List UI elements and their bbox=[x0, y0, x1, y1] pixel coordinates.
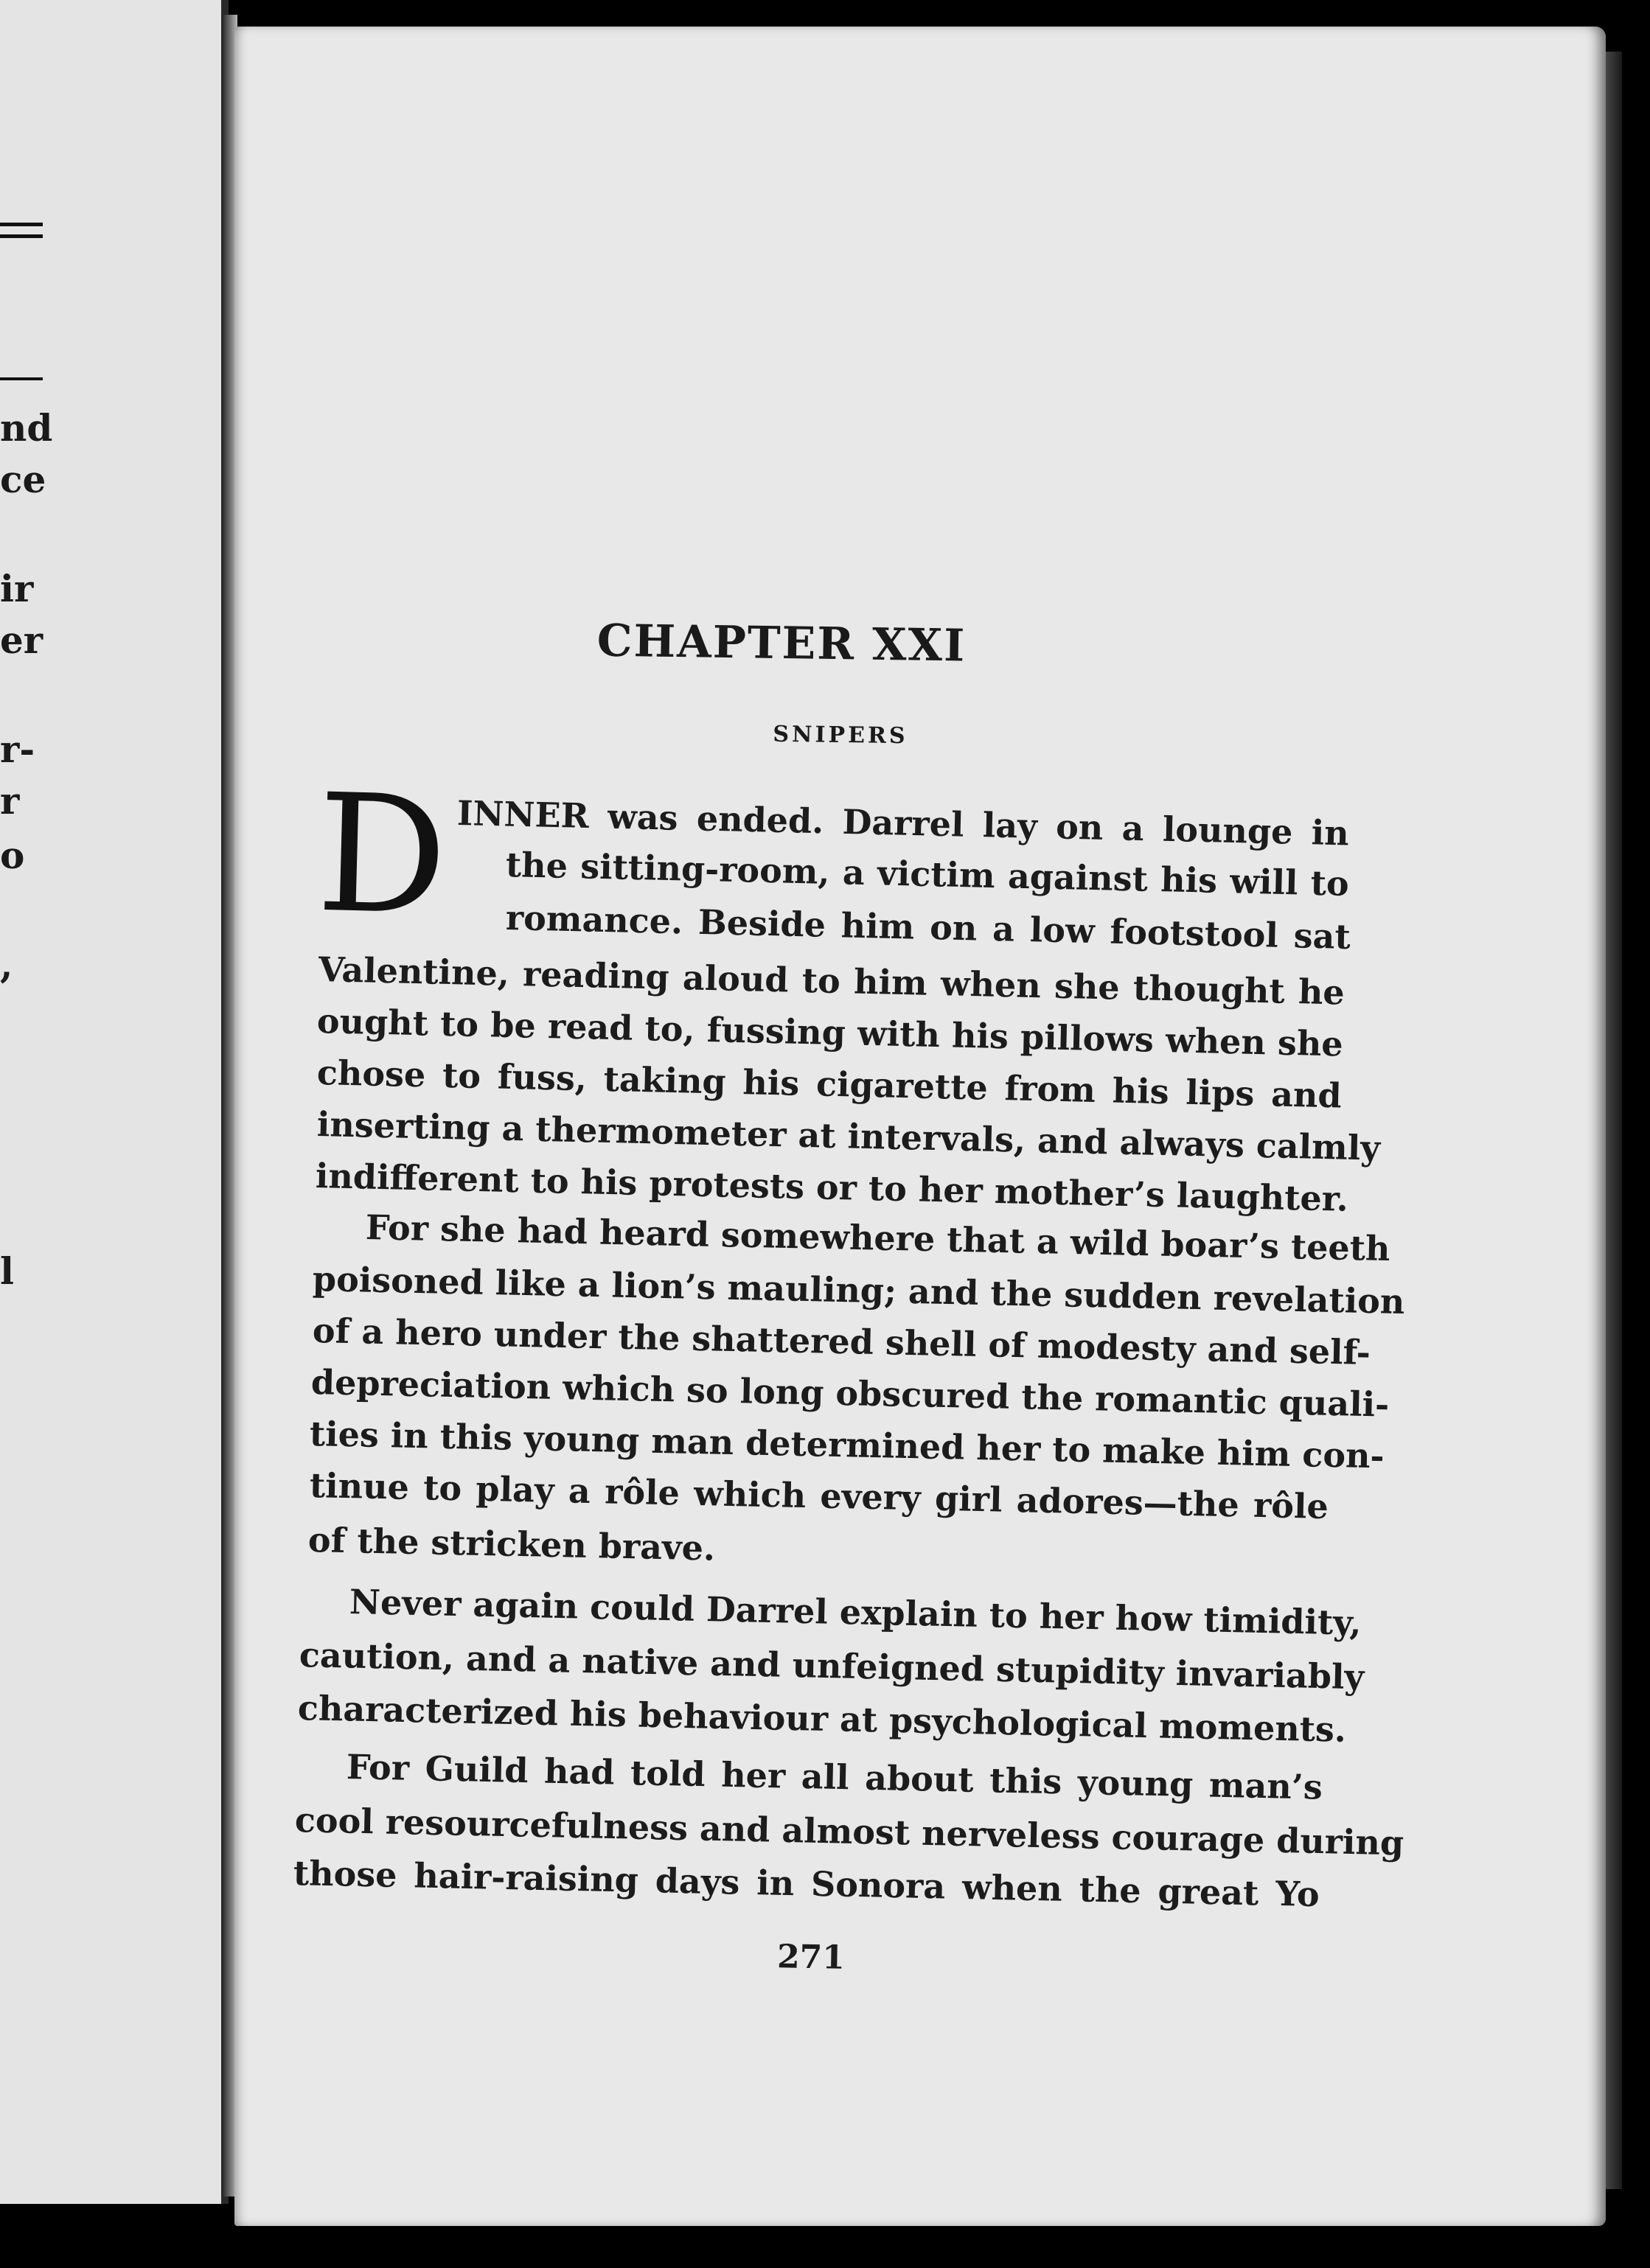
left-page-fragment: l bbox=[0, 1249, 14, 1293]
body-line: cool resourcefulness and almost nerveless courage during bbox=[294, 1800, 1404, 1863]
body-line: caution, and a native and unfeigned stupidity invariably bbox=[299, 1635, 1365, 1697]
drop-cap: D bbox=[314, 758, 450, 952]
body-line: depreciation which so long obscured the romantic quali- bbox=[310, 1362, 1390, 1425]
left-page-fragment: ir bbox=[0, 567, 34, 610]
previous-page-edge bbox=[0, 0, 229, 2204]
body-line: ties in this young man determined her to make him con- bbox=[309, 1414, 1385, 1476]
body-line: ought to be read to, fussing with his pillows when she bbox=[316, 1001, 1344, 1064]
body-line: chose to fuss, taking his cigarette from his lips and bbox=[316, 1053, 1343, 1116]
left-page-rule bbox=[0, 223, 43, 226]
body-line: INNER was ended. Darrel lay on a lounge in bbox=[456, 793, 1350, 854]
body-line: those hair-raising days in Sonora when the great Yo bbox=[293, 1853, 1320, 1915]
body-line: For she had heard somewhere that a wild boar’s teeth bbox=[365, 1207, 1390, 1269]
left-page-fragment: r- bbox=[0, 727, 35, 771]
body-line: the sitting-room, a victim against his will to bbox=[505, 845, 1350, 904]
page-number: 271 bbox=[776, 1938, 846, 1977]
body-line: Never again could Darrel explain to her how timidity, bbox=[349, 1582, 1362, 1643]
left-page-fragment: o bbox=[0, 834, 25, 877]
left-page-fragment: r bbox=[0, 779, 20, 823]
body-line: Valentine, reading aloud to him when she thought he bbox=[318, 949, 1346, 1013]
left-page-fragment: nd bbox=[0, 406, 53, 450]
chapter-subtitle: SNIPERS bbox=[773, 721, 908, 750]
left-page-fragment: er bbox=[0, 618, 43, 662]
body-line: inserting a thermometer at intervals, and always calmly bbox=[316, 1104, 1381, 1168]
body-line: of a hero under the shattered shell of modesty and self- bbox=[312, 1311, 1371, 1373]
left-page-fragment: ce bbox=[0, 458, 46, 501]
left-page-rule bbox=[0, 377, 43, 380]
chapter-title: CHAPTER XXI bbox=[596, 615, 967, 672]
body-line: romance. Beside him on a low footstool sat bbox=[505, 898, 1351, 957]
body-line: For Guild had told her all about this young man’s bbox=[346, 1747, 1323, 1807]
body-line: of the stricken brave. bbox=[307, 1520, 716, 1569]
left-page-rule bbox=[0, 234, 43, 238]
body-line: poisoned like a lion’s mauling; and the sudden revelation bbox=[312, 1259, 1405, 1322]
body-line: indifferent to his protests or to her mother’s laughter. bbox=[315, 1156, 1349, 1219]
left-page-fragment: , bbox=[0, 943, 13, 986]
body-line: tinue to play a rôle which every girl adores—the rôle bbox=[309, 1465, 1329, 1526]
body-line: characterized his behaviour at psychological moments. bbox=[297, 1688, 1347, 1750]
